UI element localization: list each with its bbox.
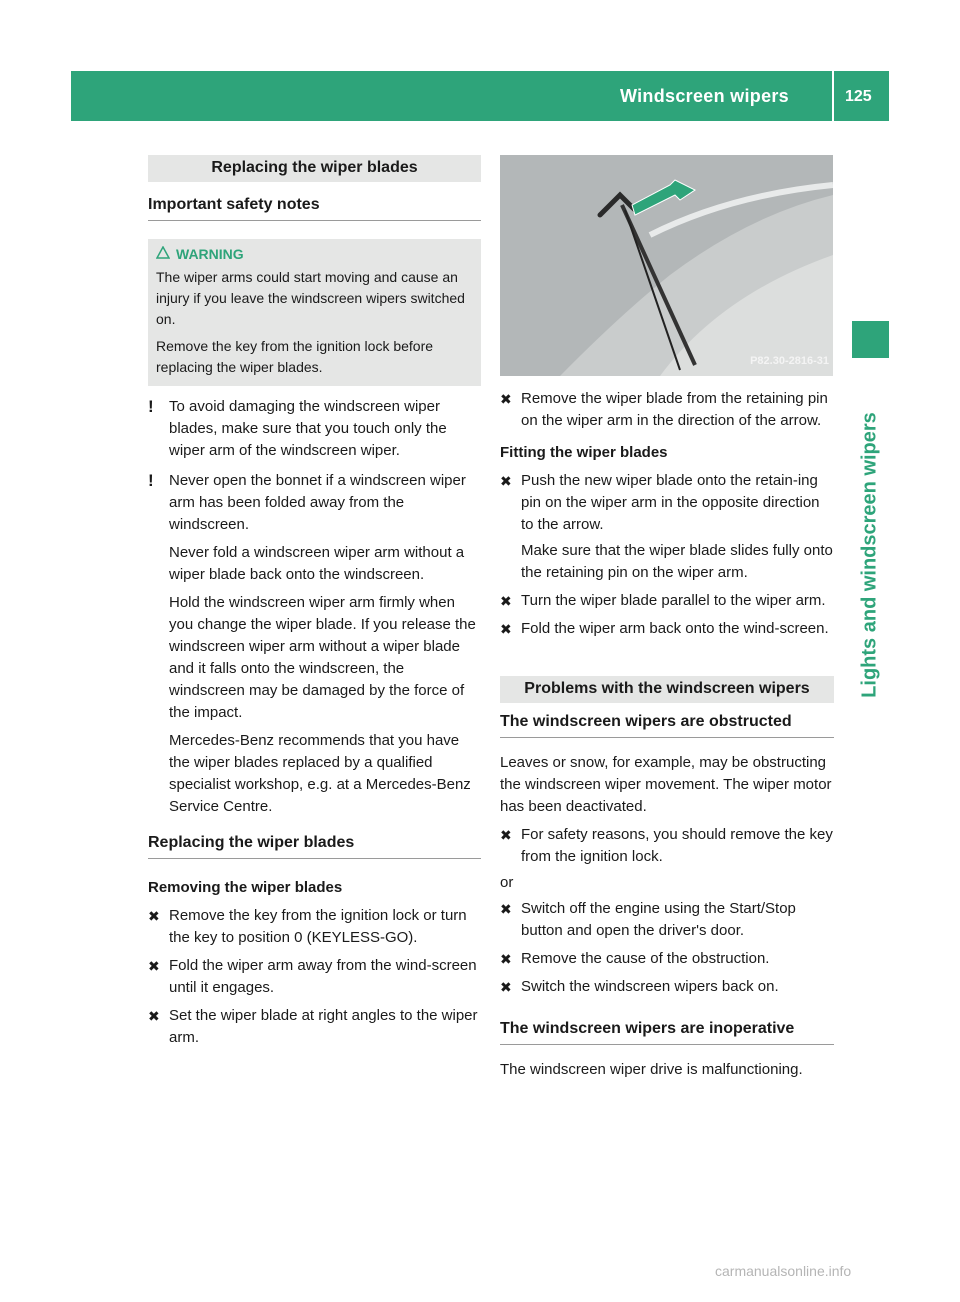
left-column [148,155,481,1053]
watermark: carmanualsonline.info [715,1263,852,1279]
warning-header [156,243,473,265]
step-marker-icon: ✖ [500,473,512,489]
note-item [148,470,481,818]
step-item [500,976,834,998]
step-item [148,955,481,999]
step-marker-icon: ✖ [500,621,512,637]
step-item [500,618,834,640]
header-title: Windscreen wipers [620,86,789,106]
step-item [148,905,481,949]
wiper-photo [500,155,833,376]
step-text: Turn the wiper blade parallel to the wiper arm. [521,592,826,609]
step-text: Make sure that the wiper blade slides fully onto the retaining pin on the wiper arm. [521,542,833,581]
page-number: 125 [845,88,872,105]
warning-triangle-icon [156,243,170,265]
warning-box [148,239,481,386]
note-mark-icon: ! [148,397,154,416]
side-tab-block [852,321,889,358]
step-marker-icon: ✖ [500,901,512,917]
step-text: Remove the cause of the obstruction. [521,950,770,967]
section-bar-problems: Problems with the windscreen wipers [500,676,834,703]
step-marker-icon: ✖ [148,1008,160,1024]
warning-paragraph: Remove the key from the ignition lock before replacing the wiper blades. [156,338,434,375]
step-item [500,898,834,942]
section-bar-replacing: Replacing the wiper blades [148,155,481,182]
step-text: For safety reasons, you should remove the key from the ignition lock. [521,826,833,865]
step-text: Set the wiper blade at right angles to the wiper arm. [169,1007,478,1046]
wiper-illustration [500,155,833,376]
warning-label: WARNING [176,246,244,262]
step-item [500,948,834,970]
removing-heading: Removing the wiper blades [148,879,343,896]
step-marker-icon: ✖ [500,593,512,609]
side-tab-label: Lights and windscreen wipers [858,412,881,698]
step-text: Remove the wiper blade from the retaining pin on the wiper arm in the direction of the arrow. [521,390,828,429]
step-text: Remove the key from the ignition lock or turn the key to position 0 (KEYLESS-GO). [169,907,467,946]
inoperative-text: The windscreen wiper drive is malfunctioning. [500,1061,803,1078]
right-column [500,155,834,1081]
warning-paragraph: The wiper arms could start moving and cause an injury if you leave the windscreen wipers switched on. [156,269,465,327]
step-item [500,824,834,868]
note-paragraph: Hold the windscreen wiper arm firmly when you change the wiper blade. If you release the windscreen wiper arm without a wiper blade and it falls onto the windscreen, the windscreen may be damaged by the force of the impact. [169,594,476,721]
step-marker-icon: ✖ [148,908,160,924]
or-label: or [500,874,514,891]
note-mark-icon: ! [148,471,154,490]
step-text: Switch off the engine using the Start/Stop button and open the driver's door. [521,900,796,939]
step-item [500,590,834,612]
step-text: Fold the wiper arm away from the wind-screen until it engages. [169,957,477,996]
step-marker-icon: ✖ [500,391,512,407]
fitting-heading: Fitting the wiper blades [500,444,668,461]
step-marker-icon: ✖ [500,951,512,967]
header-divider [832,71,834,121]
side-tab [852,370,889,740]
safety-heading: Important safety notes [148,194,481,221]
note-item [148,396,481,462]
note-paragraph: Mercedes-Benz recommends that you have the wiper blades replaced by a qualified specialist workshop, e.g. at a Mercedes-Benz Service Centre. [169,732,471,815]
replacing-heading: Replacing the wiper blades [148,832,481,859]
step-marker-icon: ✖ [148,958,160,974]
step-marker-icon: ✖ [500,979,512,995]
photo-code: P82.30-2816-31 [750,355,829,367]
step-item [500,470,834,584]
step-text: Switch the windscreen wipers back on. [521,978,779,995]
step-item [500,388,834,432]
step-text: Push the new wiper blade onto the retain-ing pin on the wiper arm in the opposite direction to the arrow. [521,472,820,533]
step-marker-icon: ✖ [500,827,512,843]
obstructed-heading: The windscreen wipers are obstructed [500,711,834,738]
inoperative-heading: The windscreen wipers are inoperative [500,1018,834,1045]
note-paragraph: Never fold a windscreen wiper arm without a wiper blade back onto the windscreen. [169,544,465,583]
note-paragraph: Never open the bonnet if a windscreen wiper arm has been folded away from the windscreen. [169,472,466,533]
note-paragraph: To avoid damaging the windscreen wiper blades, make sure that you touch only the wiper arm of the windscreen wiper. [169,398,447,459]
step-item [148,1005,481,1049]
step-text: Fold the wiper arm back onto the wind-screen. [521,620,829,637]
obstructed-intro: Leaves or snow, for example, may be obstructing the windscreen wiper movement. The wiper motor has been deactivated. [500,754,832,815]
